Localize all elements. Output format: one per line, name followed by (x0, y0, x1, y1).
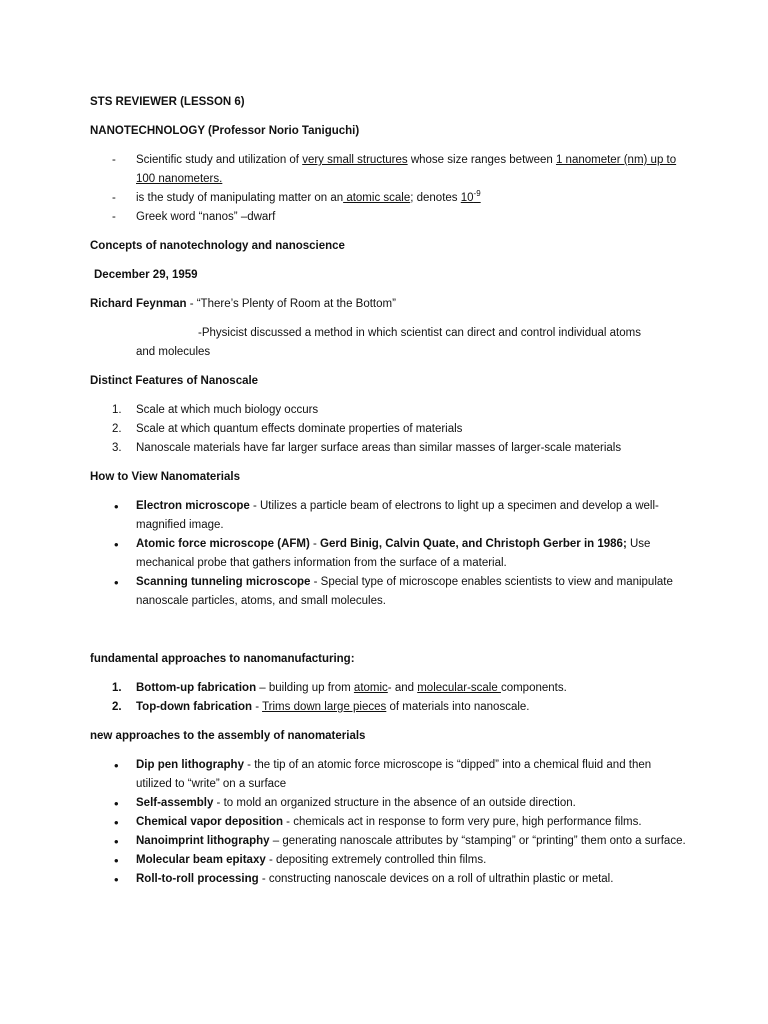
list-item: • Roll-to-roll processing - constructing nanoscale devices on a roll of ultrathin plastic or metal. (114, 872, 614, 887)
view-heading: How to View Nanomaterials (90, 471, 240, 483)
list-item: 1. Scale at which much biology occurs (112, 404, 319, 416)
list-item: • Molecular beam epitaxy - depositing extremely controlled thin films. (114, 853, 487, 868)
list-item: 2. Top-down fabrication - Trims down large pieces of materials into nanoscale. (112, 701, 530, 713)
new-approaches-heading: new approaches to the assembly of nanomaterials (90, 730, 366, 742)
list-item: - Greek word “nanos” –dwarf (112, 211, 276, 223)
feynman-line: Richard Feynman - “There’s Plenty of Room at the Bottom” (90, 298, 396, 310)
fundamental-list (90, 679, 690, 717)
list-item: - is the study of manipulating matter on an atomic scale; denotes $10^{-9}$ (112, 189, 481, 204)
list-item: 1. Bottom-up fabrication – building up from atomic- and molecular-scale components. (112, 682, 567, 694)
view-list (90, 497, 690, 611)
document-title: STS REVIEWER (LESSON 6) (90, 96, 245, 108)
new-approaches-list (90, 756, 690, 889)
date-heading: December 29, 1959 (94, 269, 198, 281)
feynman-note: -Physicist discussed a method in which scientist can direct and control individual atoms (198, 327, 641, 339)
feynman-note-cont: and molecules (136, 346, 211, 358)
list-item: • Chemical vapor deposition - chemicals act in response to form very pure, high performance films. (114, 815, 642, 830)
features-list (90, 401, 700, 458)
list-item: • Atomic force microscope (AFM) - Gerd Binig, Calvin Quate, and Christoph Gerber in 1986; Use mechanical probe that gathers information from the surface of a material. (114, 537, 651, 569)
list-item: 3. Nanoscale materials have far larger surface areas than similar masses of larger-scale materials (112, 442, 622, 454)
features-heading: Distinct Features of Nanoscale (90, 375, 259, 387)
list-item: • Scanning tunneling microscope - Special type of microscope enables scientists to view and manipulate nanoscale particles, atoms, and small molecules. (114, 575, 673, 607)
list-item: • Dip pen lithography - the tip of an atomic force microscope is “dipped” into a chemical fluid and then utilized to “write” on a surface (114, 758, 652, 790)
list-item: • Self-assembly - to mold an organized structure in the absence of an outside direction. (114, 796, 576, 811)
list-item: - Scientific study and utilization of very small structures whose size ranges between 1 nanometer (nm) up to 100 nanometers. (112, 154, 677, 185)
definition-list (90, 151, 690, 227)
list-item: 2. Scale at which quantum effects dominate properties of materials (112, 423, 463, 435)
topic-heading: NANOTECHNOLOGY (Professor Norio Taniguchi) (90, 125, 360, 137)
concepts-heading: Concepts of nanotechnology and nanoscience (90, 240, 345, 252)
fundamental-heading: fundamental approaches to nanomanufacturing: (90, 653, 355, 665)
list-item: • Nanoimprint lithography – generating nanoscale attributes by “stamping” or “printing” them onto a surface. (114, 834, 686, 849)
list-item: • Electron microscope - Utilizes a particle beam of electrons to light up a specimen and develop a well-magnified image. (114, 499, 659, 531)
